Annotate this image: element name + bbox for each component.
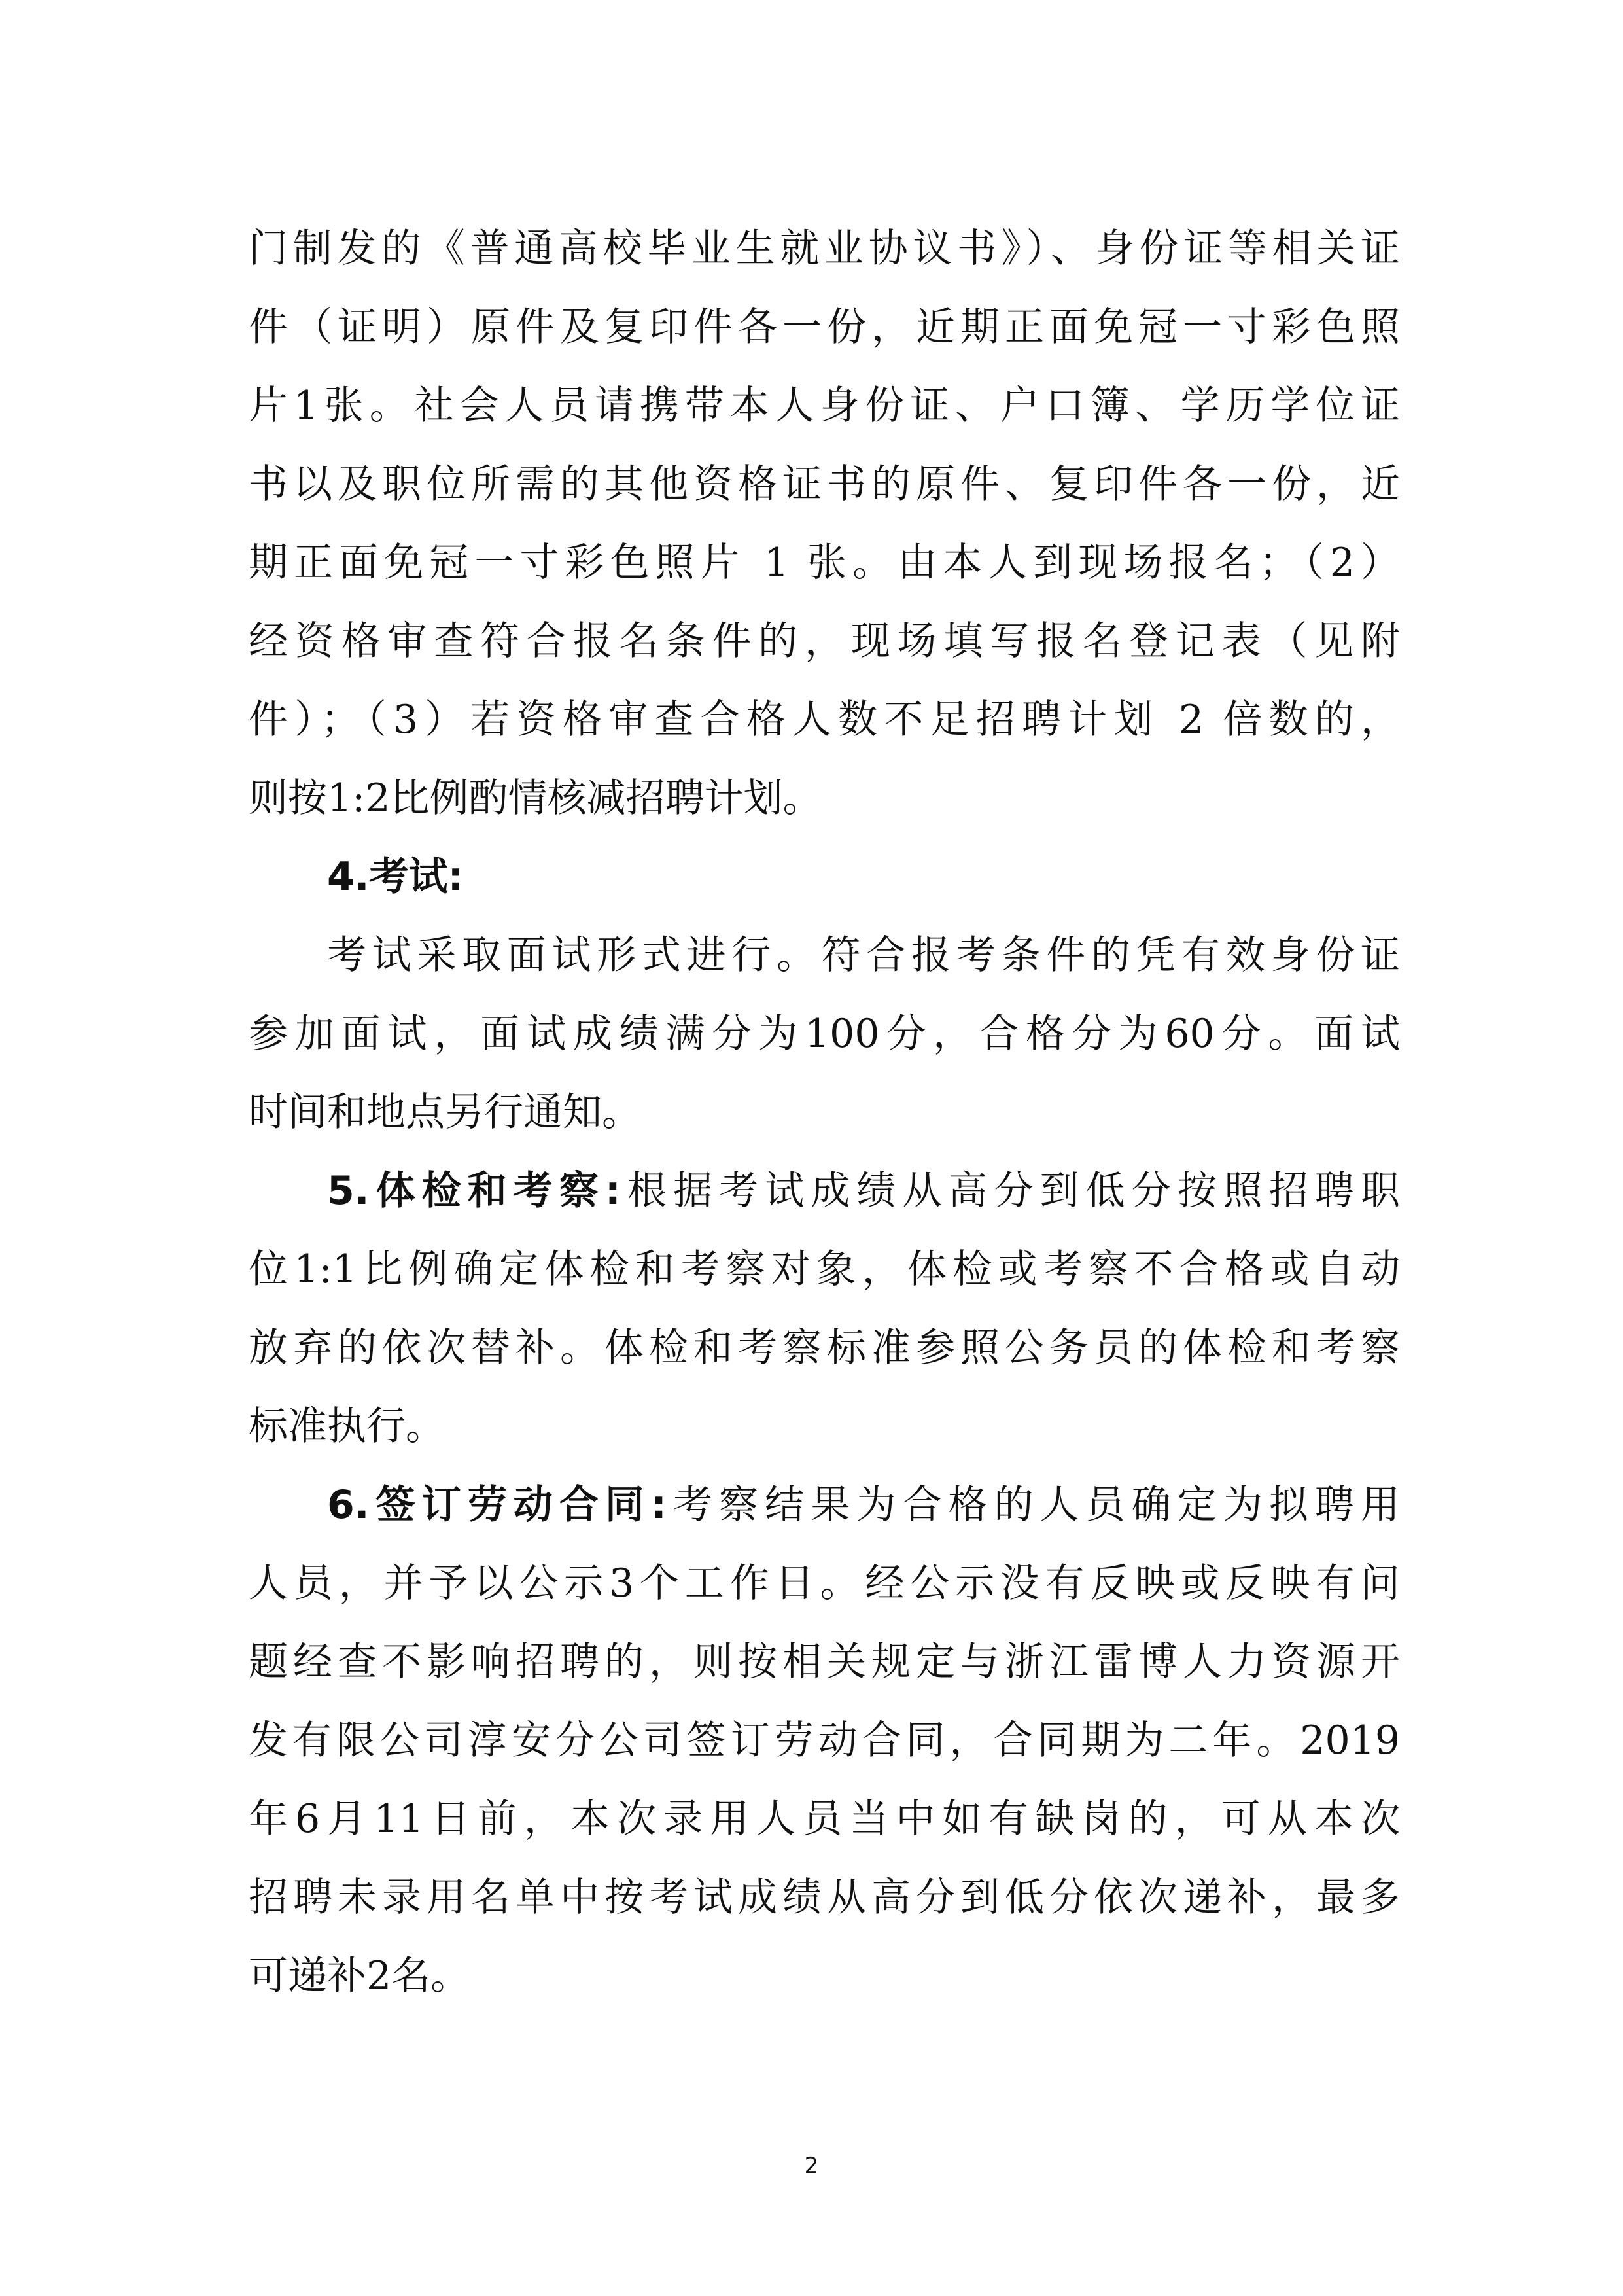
body-text-line: 件）；（3）若资格审查合格人数不足招聘计划 2 倍数的， (249, 697, 1400, 743)
body-text-line: 则按1:2比例酌情核减招聘计划。 (249, 775, 822, 821)
body-text-line: 考试采取面试形式进行。符合报考条件的凭有效身份证 (327, 932, 1400, 978)
body-text-line: 门制发的《普通高校毕业生就业协议书》）、身份证等相关证 (249, 226, 1400, 272)
section-heading-labor-contract: 6.签订劳动合同: (327, 1482, 667, 1528)
body-text-line: 题经查不影响招聘的，则按相关规定与浙江雷博人力资源开 (249, 1639, 1400, 1685)
body-text-line: 期正面免冠一寸彩色照片 1 张。由本人到现场报名；（2） (249, 540, 1400, 586)
section-5-first-line (327, 1165, 1400, 1217)
body-text-line: 书以及职位所需的其他资格证书的原件、复印件各一份，近 (249, 461, 1400, 507)
section-heading-exam: 4.考试: (327, 854, 464, 900)
body-text-run: 根据考试成绩从高分到低分按照招聘职 (620, 1168, 1400, 1214)
body-text-line: 可递补2名。 (249, 1953, 470, 1999)
body-text-line: 标准执行。 (249, 1404, 445, 1449)
body-text-line: 年6月11日前，本次录用人员当中如有缺岗的，可从本次 (249, 1796, 1400, 1842)
body-text-line: 片1张。社会人员请携带本人身份证、户口簿、学历学位证 (249, 383, 1400, 429)
body-text-line: 人员，并予以公示3个工作日。经公示没有反映或反映有问 (249, 1561, 1400, 1606)
body-text-line: 发有限公司淳安分公司签订劳动合同，合同期为二年。2019 (249, 1718, 1400, 1763)
body-text-line: 件（证明）原件及复印件各一份，近期正面免冠一寸彩色照 (249, 304, 1400, 350)
section-6-first-line (327, 1479, 1400, 1531)
body-text-line: 时间和地点另行通知。 (249, 1089, 641, 1135)
page-number: 2 (804, 2153, 819, 2179)
body-text-line: 放弃的依次替补。体检和考察标准参照公务员的体检和考察 (249, 1325, 1400, 1371)
body-text-run: 考察结果为合格的人员确定为拟聘用 (666, 1482, 1400, 1528)
body-text-line: 参加面试，面试成绩满分为100分，合格分为60分。面试 (249, 1011, 1400, 1057)
section-heading-medical-check: 5.体检和考察: (327, 1168, 621, 1214)
body-text-line: 招聘未录用名单中按考试成绩从高分到低分依次递补，最多 (249, 1875, 1400, 1920)
body-text-line: 位1:1比例确定体检和考察对象，体检或考察不合格或自动 (249, 1246, 1400, 1292)
body-text-line: 经资格审查符合报名条件的，现场填写报名登记表（见附 (249, 618, 1400, 664)
